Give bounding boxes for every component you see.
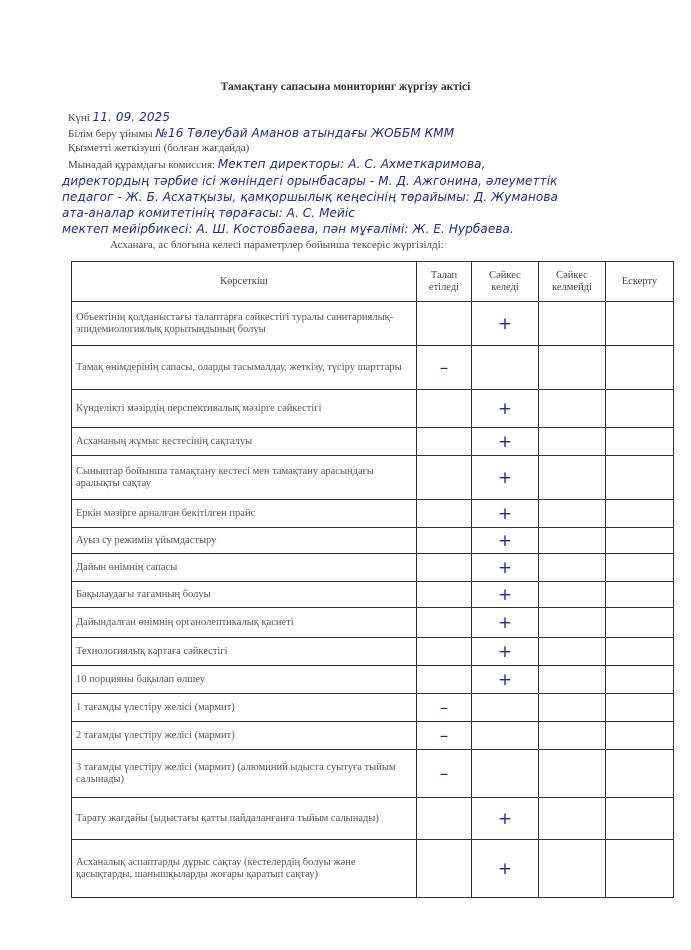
table-row — [72, 456, 674, 500]
table-row — [72, 302, 674, 346]
complies-cell — [472, 750, 539, 798]
complies-cell — [472, 346, 539, 390]
criterion-cell: Бақылаудағы тағамның болуы — [72, 582, 417, 608]
position-label: Қызметті жеткізуші (болған жағдайда) — [68, 142, 250, 154]
note-cell — [606, 428, 674, 456]
not-complies-cell — [539, 798, 606, 840]
required-cell — [417, 666, 472, 694]
criterion-cell: Еркін мәзірге арналған бекітілген прайс — [72, 500, 417, 528]
not-complies-cell — [539, 456, 606, 500]
commission-line-4: мектеп мейірбикесі: А. Ш. Костовбаева, пән мұғалімі: Ж. Е. Нурбаева. — [62, 222, 514, 236]
commission-line — [68, 157, 486, 171]
table-row — [72, 428, 674, 456]
criterion-cell: Күнделікті мәзірдің перспективалық мәзірге сәйкестігі — [72, 390, 417, 428]
complies-cell: + — [472, 608, 539, 638]
table-row — [72, 750, 674, 798]
required-cell — [417, 840, 472, 898]
date-line — [68, 110, 170, 124]
criterion-cell: 2 тағамды үлестіру желісі (мармит) — [72, 722, 417, 750]
criterion-cell: Тарату жағдайы (ыдыстағы қатты пайдаланғанға тыйым салынады) — [72, 798, 417, 840]
note-cell — [606, 456, 674, 500]
not-complies-cell — [539, 554, 606, 582]
required-cell — [417, 302, 472, 346]
header-complies: Сәйкес келеді — [472, 262, 539, 302]
required-cell — [417, 390, 472, 428]
commission-line-1: директордың тәрбие ісі жөніндегі орынбасары - М. Д. Ажгонина, әлеуметтік — [62, 174, 558, 188]
table-row — [72, 694, 674, 722]
table-row — [72, 608, 674, 638]
complies-cell — [472, 694, 539, 722]
date-label: Күні — [68, 112, 90, 124]
complies-cell: + — [472, 528, 539, 554]
inspection-table — [71, 261, 674, 898]
complies-cell: + — [472, 582, 539, 608]
criterion-cell: Технологиялық картаға сәйкестігі — [72, 638, 417, 666]
date-value: 11. 09. 2025 — [92, 110, 171, 124]
not-complies-cell — [539, 750, 606, 798]
criterion-cell: Тамақ өнімдерінің сапасы, оларды тасымалдау, жеткізу, түсіру шарттары — [72, 346, 417, 390]
table-row — [72, 840, 674, 898]
table-row — [72, 582, 674, 608]
org-label: Білім беру ұйымы — [68, 128, 153, 140]
note-cell — [606, 722, 674, 750]
note-cell — [606, 528, 674, 554]
not-complies-cell — [539, 428, 606, 456]
required-cell — [417, 528, 472, 554]
required-cell — [417, 554, 472, 582]
complies-cell: + — [472, 500, 539, 528]
table-row — [72, 666, 674, 694]
note-cell — [606, 390, 674, 428]
table-body — [72, 302, 674, 898]
table-row — [72, 722, 674, 750]
criterion-cell: Асхананың жұмыс кестесінің сақталуы — [72, 428, 417, 456]
header-required: Талап етіледі — [417, 262, 472, 302]
complies-cell: + — [472, 428, 539, 456]
commission-line-0: Мектеп директоры: А. С. Ахметкаримова, — [217, 157, 486, 171]
not-complies-cell — [539, 346, 606, 390]
required-cell — [417, 428, 472, 456]
note-cell — [606, 554, 674, 582]
criterion-cell: 3 тағамды үлестіру желісі (мармит) (алюминий ыдыста суытуға тыйым салынады) — [72, 750, 417, 798]
criterion-cell: Объектінің қолданыстағы талаптарға сәйкестігі туралы санитариялық-эпидемиологиялық қорытындының болуы — [72, 302, 417, 346]
table-row — [72, 500, 674, 528]
note-cell — [606, 798, 674, 840]
required-cell: – — [417, 722, 472, 750]
not-complies-cell — [539, 840, 606, 898]
complies-cell: + — [472, 798, 539, 840]
table-row — [72, 390, 674, 428]
criterion-cell: Асханалық аспаптарды дұрыс сақтау (кестелердің болуы және қасықтарды, шанышқыларды жоғары қаратып сақтау) — [72, 840, 417, 898]
not-complies-cell — [539, 638, 606, 666]
criterion-cell: Сыныптар бойынша тамақтану кестесі мен тамақтану арасындағы аралықты сақтау — [72, 456, 417, 500]
header-criterion: Көрсеткіш — [72, 262, 417, 302]
complies-cell: + — [472, 302, 539, 346]
complies-cell: + — [472, 554, 539, 582]
complies-cell: + — [472, 456, 539, 500]
note-cell — [606, 500, 674, 528]
document-title: Тамақтану сапасына мониторинг жүргізу актісі — [220, 81, 471, 93]
complies-cell: + — [472, 840, 539, 898]
note-cell — [606, 694, 674, 722]
required-cell: – — [417, 346, 472, 390]
required-cell — [417, 798, 472, 840]
table-row — [72, 554, 674, 582]
not-complies-cell — [539, 608, 606, 638]
complies-cell: + — [472, 390, 539, 428]
criterion-cell: Дайындалған өнімнің органолептикалық қасиеті — [72, 608, 417, 638]
commission-line-3: ата-аналар комитетінің төрағасы: А. С. Мейіс — [62, 206, 356, 220]
not-complies-cell — [539, 666, 606, 694]
criterion-cell: Дайын өнімнің сапасы — [72, 554, 417, 582]
note-cell — [606, 582, 674, 608]
header-not-complies: Сәйкес келмейді — [539, 262, 606, 302]
required-cell — [417, 638, 472, 666]
criterion-cell: 1 тағамды үлестіру желісі (мармит) — [72, 694, 417, 722]
org-line — [68, 126, 454, 140]
not-complies-cell — [539, 694, 606, 722]
required-cell: – — [417, 750, 472, 798]
table-row — [72, 638, 674, 666]
not-complies-cell — [539, 528, 606, 554]
header-note: Ескерту — [606, 262, 674, 302]
complies-cell — [472, 722, 539, 750]
required-cell — [417, 608, 472, 638]
note-cell — [606, 750, 674, 798]
table-header — [72, 262, 674, 302]
note-cell — [606, 302, 674, 346]
note-cell — [606, 608, 674, 638]
complies-cell: + — [472, 666, 539, 694]
org-value: №16 Төлеубай Аманов атындағы ЖОББМ КММ — [155, 126, 455, 140]
required-cell — [417, 500, 472, 528]
criterion-cell: 10 порцияны бақылап өлшеу — [72, 666, 417, 694]
commission-label: Мынадай құрамдағы комиссия: — [68, 159, 216, 171]
not-complies-cell — [539, 302, 606, 346]
note-cell — [606, 666, 674, 694]
not-complies-cell — [539, 390, 606, 428]
note-cell — [606, 346, 674, 390]
table-row — [72, 528, 674, 554]
criterion-cell: Ауыз су режимін ұйымдастыру — [72, 528, 417, 554]
note-cell — [606, 638, 674, 666]
not-complies-cell — [539, 582, 606, 608]
required-cell — [417, 456, 472, 500]
not-complies-cell — [539, 722, 606, 750]
intro-text: Асханаға, ас блогына келесі параметрлер бойынша тексеріс жүргізілді: — [110, 239, 444, 251]
not-complies-cell — [539, 500, 606, 528]
table-row — [72, 798, 674, 840]
commission-line-2: педагог - Ж. Б. Асхатқызы, қамқоршылық кеңесінің төрайымы: Д. Жуманова — [62, 190, 558, 204]
required-cell: – — [417, 694, 472, 722]
complies-cell: + — [472, 638, 539, 666]
table-row — [72, 346, 674, 390]
note-cell — [606, 840, 674, 898]
required-cell — [417, 582, 472, 608]
